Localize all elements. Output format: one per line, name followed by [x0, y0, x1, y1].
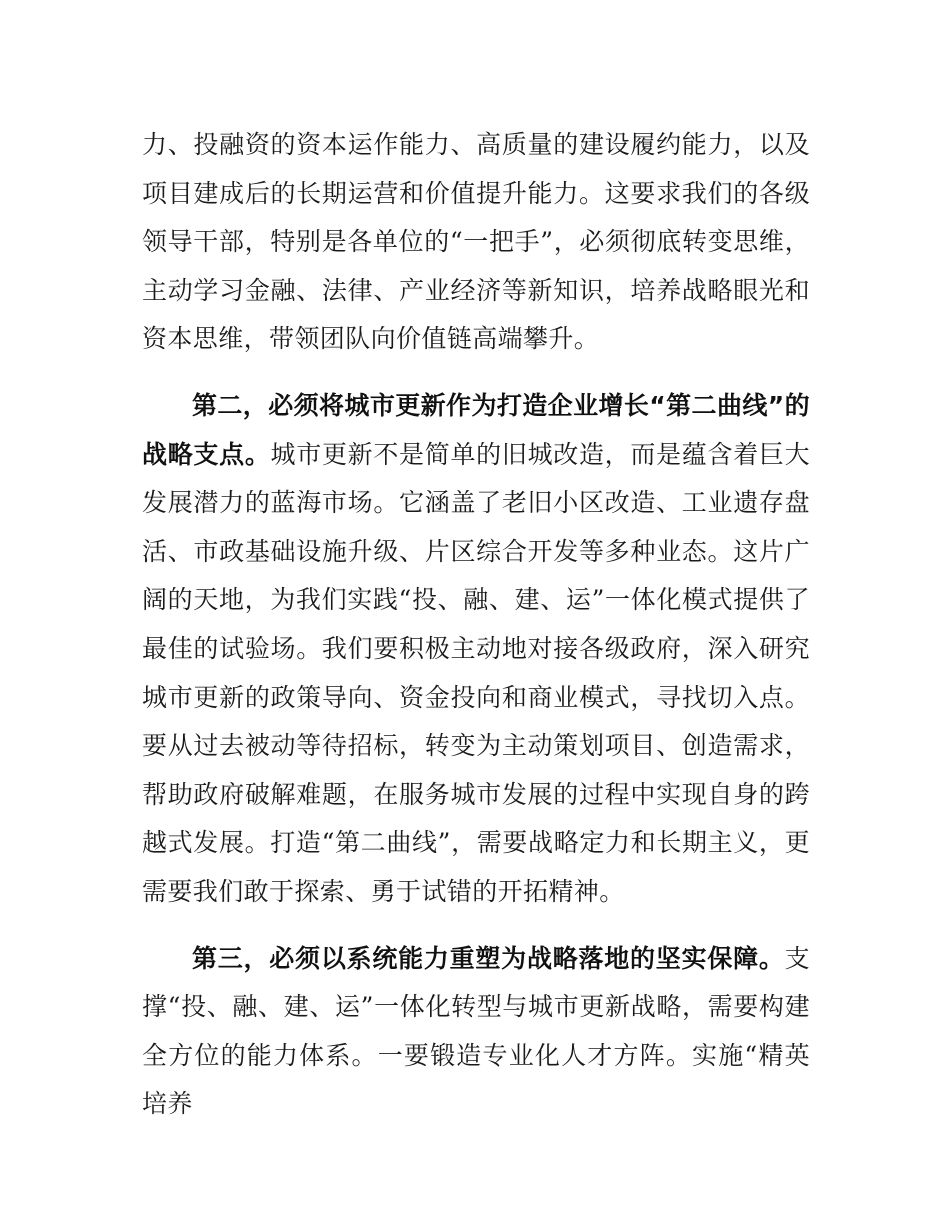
paragraph-third-point: [142, 935, 810, 1129]
paragraph-1-text: 力、投融资的资本运作能力、高质量的建设履约能力，以及项目建成后的长期运营和价值提升能力。这要求我们的各级领导干部，特别是各单位的“一把手”，必须彻底转变思维，主动学习金融、法律、产业经济等新知识，培养战略眼光和资本思维，带领团队向价值链高端攀升。: [142, 130, 810, 354]
paragraph-continuation: [142, 121, 810, 364]
document-page: [142, 121, 810, 1129]
paragraph-2-lead: 第二，必须将城市更新作为打造企业增长“第二曲线”的战略支点。: [142, 390, 810, 469]
paragraph-2-text: 城市更新不是简单的旧城改造，而是蕴含着巨大发展潜力的蓝海市场。它涵盖了老旧小区改造、工业遗存盘活、市政基础设施升级、片区综合开发等多种业态。这片广阔的天地，为我们实践“投、融、建、运”一体化模式提供了最佳的试验场。我们要积极主动地对接各级政府，深入研究城市更新的政策导向、资金投向和商业模式，寻找切入点。要从过去被动等待招标，转变为主动策划项目、创造需求，帮助政府破解难题，在服务城市发展的过程中实现自身的跨越式发展。打造“第二曲线”，需要战略定力和长期主义，更需要我们敢于探索、勇于试错的开拓精神。: [142, 439, 810, 906]
paragraph-3-lead: 第三，必须以系统能力重塑为战略落地的坚实保障。: [192, 943, 785, 973]
paragraph-3-text: 支撑“投、融、建、运”一体化转型与城市更新战略，需要构建全方位的能力体系。一要锻造专业化人才方阵。实施“精英培养: [142, 943, 810, 1119]
paragraph-second-point: [142, 382, 810, 917]
